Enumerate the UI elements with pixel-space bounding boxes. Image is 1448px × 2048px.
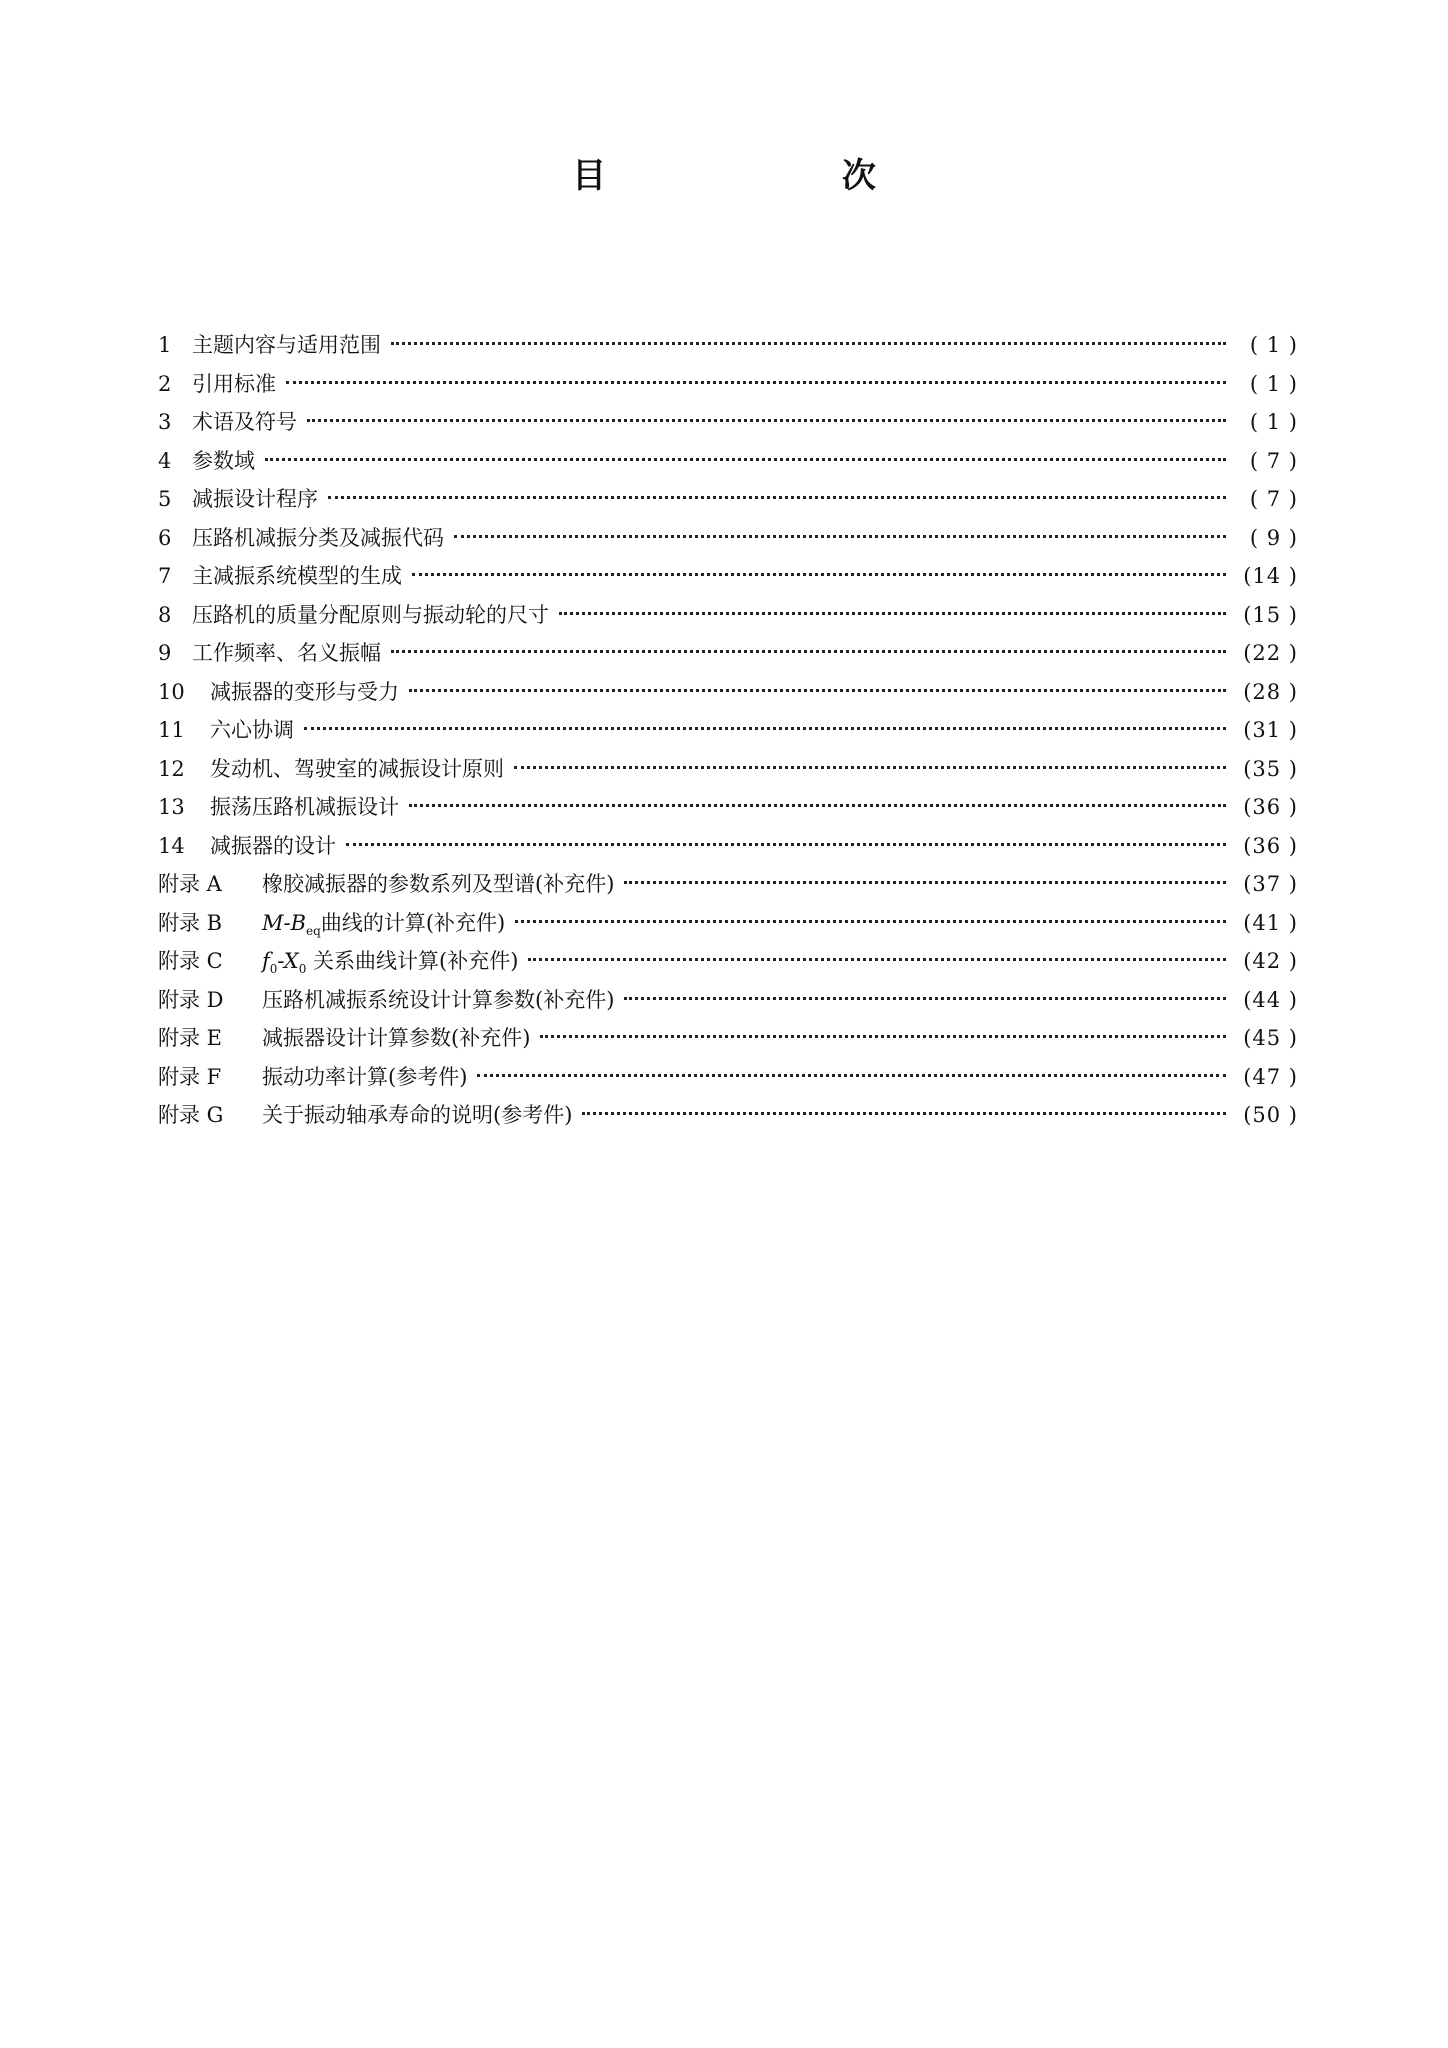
subscript-0: 0 <box>269 962 278 977</box>
toc-entry-number: 附录 G <box>158 1103 224 1127</box>
toc-entry-number: 11 <box>158 718 185 742</box>
toc-entry-7[interactable] <box>158 557 1298 596</box>
toc-entry-appendix-c[interactable] <box>158 942 1298 981</box>
toc-entry-page: ( 7 ) <box>1249 448 1298 473</box>
toc-entry-number: 12 <box>158 756 185 781</box>
toc-entry-page: (28 ) <box>1243 679 1298 704</box>
formula-m-b: M-B <box>262 910 307 935</box>
toc-entry-page: (45 ) <box>1243 1026 1298 1050</box>
toc-entry-label: 关于振动轴承寿命的说明(参考件) <box>262 1103 573 1127</box>
toc-entry-page: (44 ) <box>1243 987 1298 1012</box>
toc-entry-number: 5 <box>158 487 172 511</box>
toc-entry-label: 发动机、驾驶室的减振设计原则 <box>210 756 504 781</box>
dot-leader <box>307 419 1226 422</box>
toc-entry-number: 附录 B <box>158 910 223 935</box>
toc-entry-label: 振荡压路机减振设计 <box>210 795 399 819</box>
toc-entry-label: 减振器的变形与受力 <box>210 679 399 704</box>
toc-entry-number: 附录 F <box>158 1064 222 1089</box>
toc-entry-4[interactable] <box>158 442 1298 481</box>
toc-entry-number: 附录 E <box>158 1026 223 1050</box>
toc-entry-label: 减振设计程序 <box>192 487 318 511</box>
page-title: 目 次 <box>572 156 988 196</box>
toc-entry-page: (35 ) <box>1243 756 1298 781</box>
dot-leader <box>391 342 1226 345</box>
toc-entry-page: ( 1 ) <box>1249 371 1298 396</box>
toc-entry-page: ( 1 ) <box>1249 333 1298 357</box>
dot-leader <box>559 612 1226 615</box>
toc-entry-11[interactable] <box>158 711 1298 750</box>
toc-entry-number: 3 <box>158 410 172 434</box>
toc-entry-number: 7 <box>158 564 172 588</box>
dot-leader <box>454 535 1226 538</box>
toc-entry-8[interactable] <box>158 596 1298 635</box>
toc-entry-label: 振动功率计算(参考件) <box>262 1064 468 1089</box>
toc-entry-label: 减振器设计计算参数(补充件) <box>262 1026 531 1050</box>
toc-entry-page: (36 ) <box>1243 795 1298 819</box>
label-text: 关系曲线计算(补充件) <box>306 949 519 973</box>
toc-entry-9[interactable] <box>158 634 1298 673</box>
dot-leader <box>265 458 1226 461</box>
toc-entry-number: 14 <box>158 833 185 858</box>
toc-entry-page: ( 9 ) <box>1249 525 1298 550</box>
formula-f: f <box>262 949 270 973</box>
toc-entry-label: 橡胶减振器的参数系列及型谱(补充件) <box>262 872 615 896</box>
dot-leader <box>412 573 1226 576</box>
toc-entry-number: 4 <box>158 448 172 473</box>
toc-entry-page: (42 ) <box>1243 949 1298 973</box>
formula-x: -X <box>277 949 299 973</box>
toc-entry-number: 附录 D <box>158 987 224 1012</box>
toc-entry-page: (41 ) <box>1243 910 1298 935</box>
dot-leader <box>514 766 1226 769</box>
toc-entry-label: 主减振系统模型的生成 <box>192 564 402 588</box>
toc-entry-6[interactable] <box>158 519 1298 558</box>
toc-entry-page: (15 ) <box>1243 602 1298 627</box>
dot-leader <box>409 689 1226 692</box>
dot-leader <box>477 1074 1226 1077</box>
toc-entry-label: 工作频率、名义振幅 <box>192 641 381 665</box>
dot-leader <box>624 881 1226 884</box>
dot-leader <box>346 843 1226 846</box>
toc-entry-14[interactable] <box>158 827 1298 866</box>
toc-entry-page: (47 ) <box>1243 1064 1298 1089</box>
dot-leader <box>286 381 1226 384</box>
dot-leader <box>582 1112 1226 1115</box>
toc-entry-page: (50 ) <box>1243 1103 1298 1127</box>
toc-entry-label: 引用标准 <box>192 371 276 396</box>
toc-entry-number: 附录 A <box>158 872 222 896</box>
toc-entry-label: 压路机减振系统设计计算参数(补充件) <box>262 987 615 1012</box>
dot-leader <box>540 1035 1226 1038</box>
toc-entry-page: (22 ) <box>1243 641 1298 665</box>
label-text: 曲线的计算(补充件) <box>320 910 506 935</box>
toc-entry-page: ( 7 ) <box>1249 487 1298 511</box>
dot-leader <box>328 496 1226 499</box>
toc-entry-12[interactable] <box>158 750 1298 789</box>
toc-entry-label: 主题内容与适用范围 <box>192 333 381 357</box>
toc-entry-number: 6 <box>158 525 172 550</box>
toc-entry-number: 8 <box>158 602 172 627</box>
toc-entry-page: (37 ) <box>1243 872 1298 896</box>
toc-entry-number: 9 <box>158 641 172 665</box>
toc-entry-appendix-f[interactable] <box>158 1058 1298 1097</box>
toc-entry-label: 压路机减振分类及减振代码 <box>192 525 444 550</box>
dot-leader <box>624 997 1226 1000</box>
toc-entry-appendix-a[interactable] <box>158 865 1298 904</box>
dot-leader <box>515 920 1226 923</box>
toc-entry-page: (14 ) <box>1243 564 1298 588</box>
table-of-contents <box>158 326 1298 1135</box>
toc-entry-appendix-b[interactable] <box>158 904 1298 943</box>
dot-leader <box>304 727 1226 730</box>
toc-entry-label: 参数域 <box>192 448 255 473</box>
dot-leader <box>528 958 1226 961</box>
toc-entry-label: 压路机的质量分配原则与振动轮的尺寸 <box>192 602 549 627</box>
dot-leader <box>391 650 1226 653</box>
toc-entry-13[interactable] <box>158 788 1298 827</box>
toc-entry-label: 术语及符号 <box>192 410 297 434</box>
toc-entry-number: 附录 C <box>158 949 223 973</box>
toc-entry-label: 减振器的设计 <box>210 833 336 858</box>
toc-entry-label: 六心协调 <box>210 718 294 742</box>
toc-entry-page: (36 ) <box>1243 833 1298 858</box>
toc-entry-appendix-g[interactable] <box>158 1096 1298 1135</box>
toc-entry-page: (31 ) <box>1243 718 1298 742</box>
toc-entry-3[interactable] <box>158 403 1298 442</box>
toc-entry-appendix-d[interactable] <box>158 981 1298 1020</box>
toc-entry-10[interactable] <box>158 673 1298 712</box>
toc-entry-1[interactable] <box>158 326 1298 365</box>
toc-entry-page: ( 1 ) <box>1249 410 1298 434</box>
toc-entry-5[interactable] <box>158 480 1298 519</box>
toc-entry-number: 13 <box>158 795 185 819</box>
subscript-eq: eq <box>306 923 321 938</box>
dot-leader <box>409 804 1226 807</box>
toc-entry-appendix-e[interactable] <box>158 1019 1298 1058</box>
toc-entry-number: 2 <box>158 371 172 396</box>
toc-entry-number: 10 <box>158 679 185 704</box>
toc-entry-number: 1 <box>158 333 172 357</box>
toc-entry-2[interactable] <box>158 365 1298 404</box>
subscript-0: 0 <box>298 962 307 977</box>
